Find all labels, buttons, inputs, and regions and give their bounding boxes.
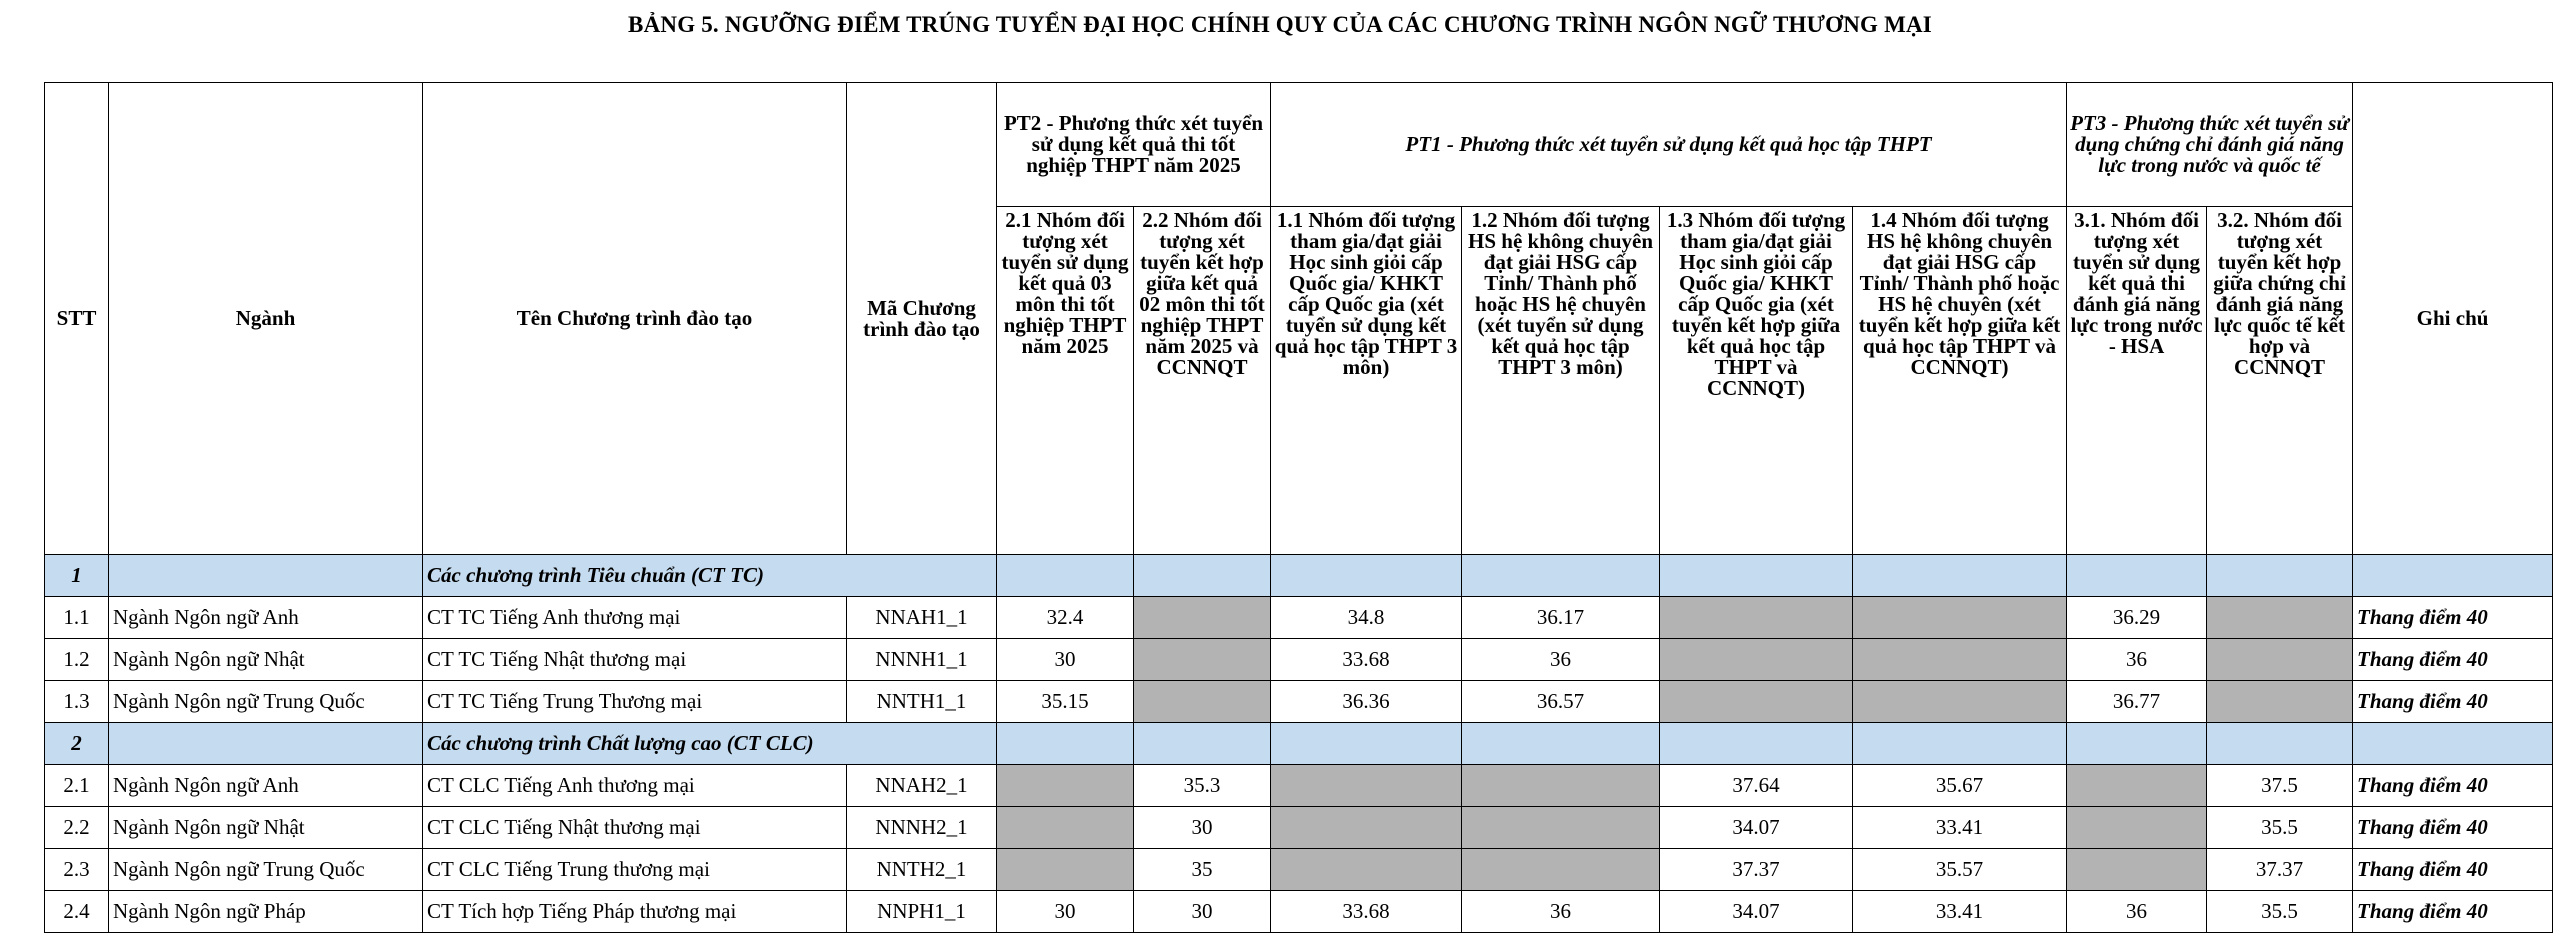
section-empty-cell [997,723,1134,765]
score-cell: 36.29 [2067,597,2207,639]
row-ma-chuong-trinh: NNPH1_1 [847,891,997,933]
section-empty-cell [1462,555,1660,597]
page-title: BẢNG 5. NGƯỠNG ĐIỂM TRÚNG TUYỂN ĐẠI HỌC CHÍNH QUY CỦA CÁC CHƯƠNG TRÌNH NGÔN NGỮ THƯƠNG MẠI [628,12,1932,37]
score-cell-empty [1134,597,1271,639]
row-nganh: Ngành Ngôn ngữ Anh [109,597,423,639]
score-cell: 33.68 [1271,891,1462,933]
table-row [45,639,2553,681]
header-sub-1-3: 1.3 Nhóm đối tượng tham gia/đạt giải Học sinh giỏi cấp Quốc gia/ KHKT cấp Quốc gia (xét tuyển kết hợp giữa kết quả học tập THPT và CCNNQT) [1660,207,1853,555]
score-cell: 33.41 [1853,891,2067,933]
section-empty-cell [2353,555,2553,597]
admission-score-table [44,82,2553,933]
score-cell: 32.4 [997,597,1134,639]
row-ghi-chu: Thang điểm 40 [2353,765,2553,807]
section-empty-cell [2067,555,2207,597]
score-cell: 34.8 [1271,597,1462,639]
score-cell: 36 [2067,891,2207,933]
score-cell-empty [1660,597,1853,639]
section-empty-cell [1271,723,1462,765]
section-row [45,723,2553,765]
row-stt: 2.3 [45,849,109,891]
score-cell-empty [1271,765,1462,807]
score-cell: 36 [1462,639,1660,681]
section-empty-cell [2067,723,2207,765]
row-ghi-chu: Thang điểm 40 [2353,597,2553,639]
score-cell: 36.77 [2067,681,2207,723]
header-pt1: PT1 - Phương thức xét tuyển sử dụng kết quả học tập THPT [1271,83,2067,207]
score-cell-empty [1853,597,2067,639]
score-cell-empty [1462,807,1660,849]
row-ghi-chu: Thang điểm 40 [2353,891,2553,933]
row-stt: 1.1 [45,597,109,639]
header-sub-1-4: 1.4 Nhóm đối tượng HS hệ không chuyên đạt giải HSG cấp Tỉnh/ Thành phố hoặc HS hệ chuyên (xét tuyển kết hợp giữa kết quả học tập THPT và CCNNQT) [1853,207,2067,555]
score-cell: 34.07 [1660,807,1853,849]
row-ma-chuong-trinh: NNTH2_1 [847,849,997,891]
row-ten-chuong-trinh: CT TC Tiếng Trung Thương mại [423,681,847,723]
score-cell: 35.5 [2207,807,2353,849]
row-ma-chuong-trinh: NNAH1_1 [847,597,997,639]
table-row [45,597,2553,639]
row-ten-chuong-trinh: CT CLC Tiếng Anh thương mại [423,765,847,807]
row-stt: 2.2 [45,807,109,849]
row-ma-chuong-trinh: NNTH1_1 [847,681,997,723]
score-cell-empty [2067,765,2207,807]
row-nganh: Ngành Ngôn ngữ Anh [109,765,423,807]
score-cell: 33.41 [1853,807,2067,849]
row-ten-chuong-trinh: CT TC Tiếng Nhật thương mại [423,639,847,681]
score-cell: 35.15 [997,681,1134,723]
score-cell: 35 [1134,849,1271,891]
score-cell: 37.64 [1660,765,1853,807]
score-cell-empty [1271,807,1462,849]
row-stt: 2.4 [45,891,109,933]
row-ma-chuong-trinh: NNNH1_1 [847,639,997,681]
row-ghi-chu: Thang điểm 40 [2353,807,2553,849]
score-cell: 36.57 [1462,681,1660,723]
score-cell-empty [1462,849,1660,891]
score-cell-empty [2207,597,2353,639]
section-empty-cell [997,555,1134,597]
score-cell: 35.3 [1134,765,1271,807]
score-cell: 33.68 [1271,639,1462,681]
score-cell-empty [997,765,1134,807]
section-empty-cell [1660,723,1853,765]
header-sub-2-1: 2.1 Nhóm đối tượng xét tuyển sử dụng kết quả 03 môn thi tốt nghiệp THPT năm 2025 [997,207,1134,555]
row-stt: 1.3 [45,681,109,723]
score-cell: 36.36 [1271,681,1462,723]
score-cell: 30 [997,639,1134,681]
section-empty-cell [109,555,423,597]
row-nganh: Ngành Ngôn ngữ Nhật [109,807,423,849]
score-cell-empty [1134,639,1271,681]
header-ten-chuong-trinh: Tên Chương trình đào tạo [423,83,847,555]
score-cell-empty [1271,849,1462,891]
header-sub-2-2: 2.2 Nhóm đối tượng xét tuyển kết hợp giữa kết quả 02 môn thi tốt nghiệp THPT năm 2025 và CCNNQT [1134,207,1271,555]
row-nganh: Ngành Ngôn ngữ Trung Quốc [109,849,423,891]
row-ma-chuong-trinh: NNNH2_1 [847,807,997,849]
score-cell-empty [1462,765,1660,807]
row-stt: 1.2 [45,639,109,681]
header-pt2: PT2 - Phương thức xét tuyển sử dụng kết quả thi tốt nghiệp THPT năm 2025 [997,83,1271,207]
score-cell: 35.67 [1853,765,2067,807]
table-row [45,849,2553,891]
score-cell-empty [1134,681,1271,723]
section-empty-cell [2207,555,2353,597]
row-ten-chuong-trinh: CT TC Tiếng Anh thương mại [423,597,847,639]
row-ghi-chu: Thang điểm 40 [2353,681,2553,723]
score-cell: 30 [1134,891,1271,933]
score-cell: 34.07 [1660,891,1853,933]
header-sub-1-1: 1.1 Nhóm đối tượng tham gia/đạt giải Học sinh giỏi cấp Quốc gia/ KHKT cấp Quốc gia (xét tuyển sử dụng kết quả học tập THPT 3 môn) [1271,207,1462,555]
section-label: Các chương trình Tiêu chuẩn (CT TC) [423,555,997,597]
header-nganh: Ngành [109,83,423,555]
score-cell-empty [997,849,1134,891]
score-cell: 36.17 [1462,597,1660,639]
row-ten-chuong-trinh: CT CLC Tiếng Nhật thương mại [423,807,847,849]
score-cell-empty [2207,639,2353,681]
row-ghi-chu: Thang điểm 40 [2353,849,2553,891]
score-cell: 30 [997,891,1134,933]
header-sub-3-2: 3.2. Nhóm đối tượng xét tuyển kết hợp giữa chứng chỉ đánh giá năng lực quốc tế kết hợp và CCNNQT [2207,207,2353,555]
section-empty-cell [1134,723,1271,765]
table-row [45,807,2553,849]
header-sub-3-1: 3.1. Nhóm đối tượng xét tuyển sử dụng kết quả thi đánh giá năng lực trong nước - HSA [2067,207,2207,555]
header-stt: STT [45,83,109,555]
section-empty-cell [1660,555,1853,597]
table-row [45,891,2553,933]
score-cell-empty [2067,807,2207,849]
section-empty-cell [109,723,423,765]
section-empty-cell [2353,723,2553,765]
section-row [45,555,2553,597]
header-sub-1-2: 1.2 Nhóm đối tượng HS hệ không chuyên đạt giải HSG cấp Tỉnh/ Thành phố hoặc HS hệ chuyên (xét tuyển sử dụng kết quả học tập THPT 3 môn) [1462,207,1660,555]
score-cell-empty [997,807,1134,849]
section-stt: 2 [45,723,109,765]
score-cell-empty [2207,681,2353,723]
row-stt: 2.1 [45,765,109,807]
row-ten-chuong-trinh: CT Tích hợp Tiếng Pháp thương mại [423,891,847,933]
score-cell: 35.5 [2207,891,2353,933]
row-ma-chuong-trinh: NNAH2_1 [847,765,997,807]
section-stt: 1 [45,555,109,597]
score-cell: 36 [1462,891,1660,933]
row-nganh: Ngành Ngôn ngữ Nhật [109,639,423,681]
table-row [45,765,2553,807]
row-nganh: Ngành Ngôn ngữ Trung Quốc [109,681,423,723]
section-empty-cell [1134,555,1271,597]
score-cell: 36 [2067,639,2207,681]
row-ten-chuong-trinh: CT CLC Tiếng Trung thương mại [423,849,847,891]
section-label: Các chương trình Chất lượng cao (CT CLC) [423,723,997,765]
score-cell-empty [1853,681,2067,723]
score-cell: 37.37 [1660,849,1853,891]
table-row [45,681,2553,723]
score-cell: 37.5 [2207,765,2353,807]
score-cell-empty [2067,849,2207,891]
header-ghi-chu: Ghi chú [2353,83,2553,555]
score-cell: 30 [1134,807,1271,849]
header-ma-chuong-trinh: Mã Chương trình đào tạo [847,83,997,555]
section-empty-cell [1853,723,2067,765]
row-nganh: Ngành Ngôn ngữ Pháp [109,891,423,933]
section-empty-cell [2207,723,2353,765]
score-cell: 35.57 [1853,849,2067,891]
section-empty-cell [1462,723,1660,765]
row-ghi-chu: Thang điểm 40 [2353,639,2553,681]
score-cell-empty [1660,639,1853,681]
section-empty-cell [1271,555,1462,597]
score-cell: 37.37 [2207,849,2353,891]
section-empty-cell [1853,555,2067,597]
score-cell-empty [1660,681,1853,723]
table-body [45,555,2553,933]
score-cell-empty [1853,639,2067,681]
header-pt3: PT3 - Phương thức xét tuyển sử dụng chứng chỉ đánh giá năng lực trong nước và quốc tế [2067,83,2353,207]
